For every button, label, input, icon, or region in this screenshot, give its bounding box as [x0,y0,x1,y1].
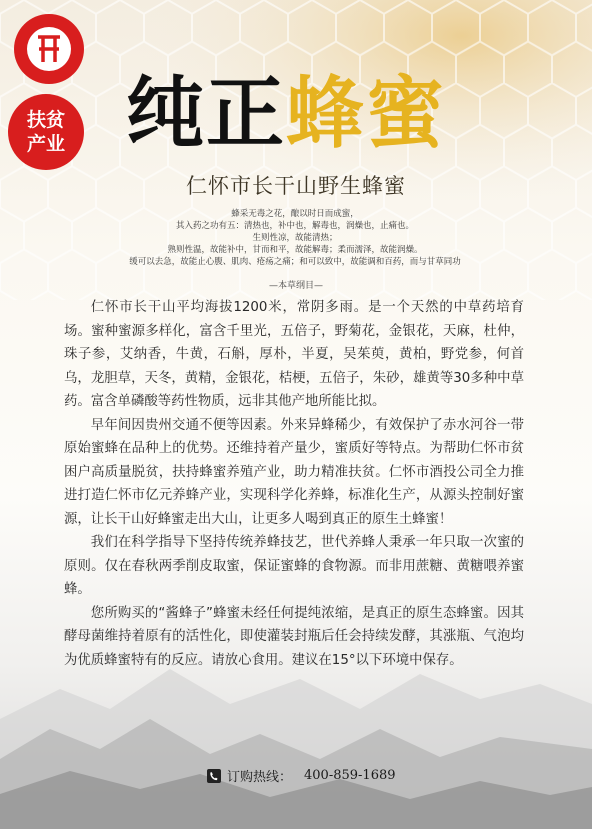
order-hotline [207,766,396,785]
classical-quote [90,208,500,268]
badge-line-2: 产业 [26,133,65,155]
title-black-part: 纯正 [126,68,287,159]
poverty-alleviation-badge [8,94,84,170]
paragraph: 仁怀市长干山平均海拔1200米，常阴多雨。是一个天然的中草药培育场。蜜种蜜源多样化，富含千里光，五倍子，野菊花，金银花，天麻，杜仲，珠子参，艾纳香，牛黄，石斛，厚朴，半夏，吴茱萸，黄柏，野党参，何首乌，龙胆草，天冬，黄精，金银花，桔梗，五倍子，朱砂，雄黄等30多种中草药。富含单磷酸等药性物质，远非其他产地所能比拟。 [64,300,524,409]
quote-line: 缓可以去急，故能止心腹、肌肉、疮疡之痛；和可以致中，故能调和百药，而与甘草同功 [129,257,461,267]
brand-logo [12,12,86,86]
quote-line: 其入药之功有五：清热也，补中也，解毒也，润燥也，止痛也。 [175,221,414,231]
page-subtitle: 仁怀市长干山野生蜂蜜 [186,174,406,198]
badge-line-1: 扶贫 [26,109,65,131]
phone-icon [207,769,221,783]
page-title [126,66,446,166]
paragraph: 您所购买的“酱蜂子”蜂蜜未经任何提纯浓缩，是真正的原生态蜂蜜。因其酵母菌维持着原有的活性化，即使灌装封瓶后任会持续发酵，其涨瓶、气泡均为优质蜂蜜特有的反应。请放心食用。建议在15°以下环境中保存。 [64,605,524,668]
hotline-label: 订购热线： [227,770,293,785]
paragraph: 早年间因贵州交通不便等因素。外来异蜂稀少，有效保护了赤水河谷一带原始蜜蜂在品种上的优势。还维持着产量少，蜜质好等特点。为帮助仁怀市贫困户高质量脱贫，扶持蜂蜜养殖产业，助力精准扶贫。仁怀市酒投公司全力推进打造仁怀市亿元养蜂产业，实现科学化养蜂，标准化生产，从源头控制好蜜源，让长干山好蜂蜜走出大山，让更多人喝到真正的原生土蜂蜜！ [64,417,524,527]
hotline-number: 400-859-1689 [304,768,396,783]
quote-line: 蜂采无毒之花，酿以时日而成蜜， [231,209,359,219]
quote-source: —本草纲目— [268,281,323,291]
quote-line: 熟则性温，故能补中，甘而和平，故能解毒；柔而濡泽，故能润燥。 [167,245,423,255]
paragraph: 我们在科学指导下坚持传统养蜂技艺，世代养蜂人秉承一年只取一次蜜的原则。仅在春秋两季削皮取蜜，保证蜜蜂的食物源。而非用蔗糖、黄糖喂养蜜蜂。 [64,535,524,597]
title-gold-part: 蜂蜜 [286,68,447,159]
body-text [64,296,524,672]
quote-line: 生则性凉，故能清热； [252,233,338,243]
